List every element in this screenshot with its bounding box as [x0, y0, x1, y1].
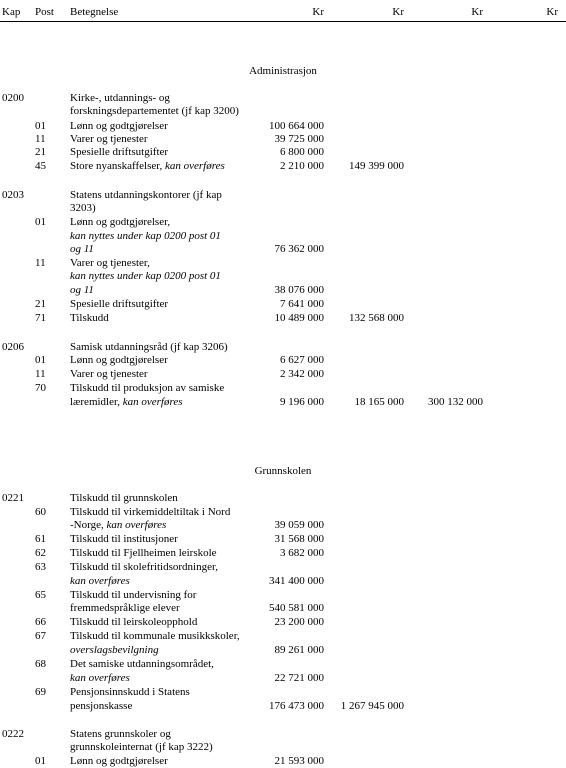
- betegnelse-plain: læremidler,: [70, 396, 123, 408]
- betegnelse-text: [70, 382, 224, 395]
- amount-post: 6 627 000: [280, 354, 324, 366]
- betegnelse-text: [70, 755, 168, 768]
- table-header: [0, 6, 566, 20]
- post-number: 61: [35, 533, 46, 545]
- post-number: 63: [35, 561, 46, 573]
- section-title-administrasjon: Administrasjon: [249, 65, 317, 77]
- betegnelse-text: [70, 120, 168, 133]
- header-post: Post: [35, 6, 54, 18]
- post-number: 21: [35, 298, 46, 310]
- betegnelse-plain: Spesielle driftsutgifter: [70, 146, 169, 158]
- betegnelse-plain: Lønn og godtgjørelser,: [70, 216, 171, 228]
- amount-kap: 18 165 000: [354, 396, 404, 408]
- amount-post: 341 400 000: [269, 575, 324, 587]
- amount-post: 6 800 000: [280, 146, 324, 158]
- betegnelse-text: [70, 105, 239, 118]
- betegnelse-text: [70, 672, 130, 685]
- betegnelse-text: [70, 284, 94, 297]
- betegnelse-plain: Tilskudd til grunnskolen: [70, 492, 178, 504]
- betegnelse-text: [70, 189, 222, 202]
- betegnelse-plain: Varer og tjenester,: [70, 257, 150, 269]
- amount-post: 76 362 000: [274, 243, 324, 255]
- amount-post: 176 473 000: [269, 700, 324, 712]
- betegnelse-plain: Tilskudd til virkemiddeltiltak i Nord: [70, 506, 231, 518]
- header-betegnelse: Betegnelse: [70, 6, 119, 18]
- post-number: 45: [35, 160, 46, 172]
- betegnelse-text: [70, 644, 159, 657]
- betegnelse-text: [70, 133, 148, 146]
- betegnelse-italic: og 11: [70, 284, 94, 296]
- header-kr-4: Kr: [546, 6, 558, 18]
- betegnelse-plain: Lønn og godtgjørelser: [70, 354, 168, 366]
- betegnelse-plain: Tilskudd til leirskoleopphold: [70, 616, 198, 628]
- betegnelse-plain: Tilskudd til Fjellheimen leirskole: [70, 547, 217, 559]
- amount-post: 39 059 000: [274, 519, 324, 531]
- header-divider: [0, 21, 566, 22]
- betegnelse-plain: Tilskudd til skolefritidsordninger,: [70, 561, 218, 573]
- betegnelse-plain: -Norge,: [70, 519, 107, 531]
- betegnelse-text: [70, 686, 190, 699]
- amount-post: 2 342 000: [280, 368, 324, 380]
- betegnelse-text: [70, 658, 214, 671]
- betegnelse-plain: fremmedspråklige elever: [70, 602, 180, 614]
- section-title-grunnskolen: Grunnskolen: [254, 465, 312, 477]
- betegnelse-plain: Tilskudd til produksjon av samiske: [70, 382, 225, 394]
- amount-section: 300 132 000: [428, 396, 483, 408]
- post-number: 65: [35, 589, 46, 601]
- header-kr-1: Kr: [312, 6, 324, 18]
- betegnelse-text: [70, 575, 130, 588]
- post-number: 62: [35, 547, 46, 559]
- betegnelse-plain: Kirke-, utdannings- og: [70, 92, 170, 104]
- betegnelse-text: [70, 270, 221, 283]
- post-number: 68: [35, 658, 46, 670]
- amount-post: 31 568 000: [274, 533, 324, 545]
- betegnelse-text: [70, 160, 225, 173]
- betegnelse-plain: pensjonskasse: [70, 700, 133, 712]
- amount-post: 23 200 000: [274, 616, 324, 628]
- header-kap: Kap: [2, 6, 21, 18]
- betegnelse-italic: og 11: [70, 243, 94, 255]
- post-number: 01: [35, 354, 46, 366]
- betegnelse-text: [70, 216, 170, 229]
- amount-post: 22 721 000: [274, 672, 324, 684]
- kap-number: 0221: [2, 492, 24, 504]
- betegnelse-text: [70, 630, 240, 643]
- amount-post: 540 581 000: [269, 602, 324, 614]
- betegnelse-italic: kan nyttes under kap 0200 post 01: [70, 270, 221, 282]
- betegnelse-text: [70, 519, 166, 532]
- betegnelse-text: [70, 202, 96, 215]
- betegnelse-plain: Det samiske utdanningsområdet,: [70, 658, 214, 670]
- betegnelse-text: [70, 243, 94, 256]
- betegnelse-text: [70, 741, 213, 754]
- betegnelse-italic: kan nyttes under kap 0200 post 01: [70, 230, 221, 242]
- amount-post: 100 664 000: [269, 120, 324, 132]
- amount-kap: 1 267 945 000: [340, 700, 404, 712]
- kap-number: 0222: [2, 728, 24, 740]
- post-number: 60: [35, 506, 46, 518]
- betegnelse-italic: kan overføres: [70, 575, 130, 587]
- header-kr-3: Kr: [471, 6, 483, 18]
- betegnelse-text: [70, 396, 183, 409]
- betegnelse-plain: Tilskudd til undervisning for: [70, 589, 197, 601]
- betegnelse-text: [70, 616, 197, 629]
- amount-post: 39 725 000: [274, 133, 324, 145]
- post-number: 11: [35, 133, 46, 145]
- betegnelse-italic: kan overføres: [122, 396, 183, 408]
- post-number: 01: [35, 120, 46, 132]
- betegnelse-plain: Varer og tjenester: [70, 368, 148, 380]
- header-kr-2: Kr: [392, 6, 404, 18]
- amount-kap: 149 399 000: [349, 160, 404, 172]
- amount-kap: 132 568 000: [349, 312, 404, 324]
- betegnelse-text: [70, 700, 132, 713]
- betegnelse-italic: kan overføres: [164, 160, 225, 172]
- betegnelse-text: [70, 354, 168, 367]
- post-number: 69: [35, 686, 46, 698]
- kap-number: 0206: [2, 341, 24, 353]
- post-number: 11: [35, 368, 46, 380]
- betegnelse-text: [70, 257, 150, 270]
- betegnelse-plain: forskningsdepartementet (jf kap 3200): [70, 105, 239, 117]
- amount-post: 38 076 000: [274, 284, 324, 296]
- betegnelse-plain: Tilskudd: [70, 312, 109, 324]
- betegnelse-italic: kan overføres: [106, 519, 167, 531]
- post-number: 66: [35, 616, 46, 628]
- betegnelse-plain: grunnskoleinternat (jf kap 3222): [70, 741, 213, 753]
- betegnelse-text: [70, 561, 218, 574]
- betegnelse-text: [70, 146, 168, 159]
- betegnelse-text: [70, 230, 221, 243]
- post-number: 01: [35, 216, 46, 228]
- betegnelse-plain: Lønn og godtgjørelser: [70, 755, 168, 767]
- betegnelse-plain: Samisk utdanningsråd (jf kap 3206): [70, 341, 228, 353]
- betegnelse-text: [70, 728, 171, 741]
- betegnelse-text: [70, 547, 217, 560]
- betegnelse-text: [70, 506, 230, 519]
- amount-post: 21 593 000: [274, 755, 324, 767]
- post-number: 11: [35, 257, 46, 269]
- amount-post: 2 210 000: [280, 160, 324, 172]
- amount-post: 10 489 000: [274, 312, 324, 324]
- betegnelse-text: [70, 298, 168, 311]
- post-number: 71: [35, 312, 46, 324]
- betegnelse-plain: Statens utdanningskontorer (jf kap: [70, 189, 222, 201]
- betegnelse-text: [70, 368, 148, 381]
- betegnelse-plain: Tilskudd til kommunale musikkskoler,: [70, 630, 240, 642]
- betegnelse-plain: Statens grunnskoler og: [70, 728, 171, 740]
- betegnelse-plain: 3203): [70, 202, 96, 214]
- betegnelse-plain: Lønn og godtgjørelser: [70, 120, 168, 132]
- betegnelse-plain: Spesielle driftsutgifter: [70, 298, 169, 310]
- betegnelse-text: [70, 533, 178, 546]
- post-number: 21: [35, 146, 46, 158]
- betegnelse-text: [70, 92, 170, 105]
- post-number: 01: [35, 755, 46, 767]
- amount-post: 9 196 000: [280, 396, 324, 408]
- betegnelse-plain: Varer og tjenester: [70, 133, 148, 145]
- betegnelse-text: [70, 492, 178, 505]
- betegnelse-text: [70, 602, 180, 615]
- post-number: 70: [35, 382, 46, 394]
- kap-number: 0200: [2, 92, 24, 104]
- amount-post: 89 261 000: [274, 644, 324, 656]
- betegnelse-plain: Store nyanskaffelser,: [70, 160, 165, 172]
- betegnelse-text: [70, 341, 228, 354]
- betegnelse-italic: kan overføres: [70, 672, 130, 684]
- betegnelse-plain: Tilskudd til institusjoner: [70, 533, 178, 545]
- betegnelse-text: [70, 589, 196, 602]
- betegnelse-plain: Pensjonsinnskudd i Statens: [70, 686, 190, 698]
- kap-number: 0203: [2, 189, 24, 201]
- amount-post: 7 641 000: [280, 298, 324, 310]
- post-number: 67: [35, 630, 46, 642]
- betegnelse-italic: overslagsbevilgning: [70, 644, 159, 656]
- betegnelse-text: [70, 312, 109, 325]
- amount-post: 3 682 000: [280, 547, 324, 559]
